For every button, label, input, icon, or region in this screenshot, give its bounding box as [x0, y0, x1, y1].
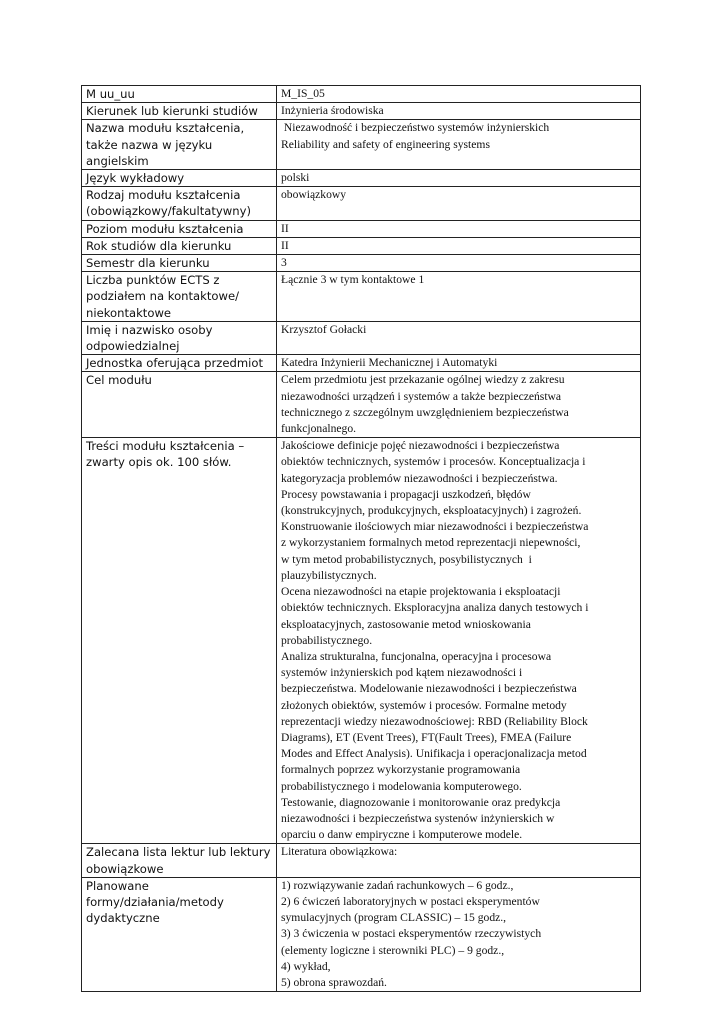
value-line: Diagrams), ET (Event Trees), FT(Fault Trees), FMEA (Failure — [281, 730, 572, 744]
value-line: w tym metod probabilistycznych, posybilistycznych i — [281, 552, 532, 566]
table-row — [82, 355, 641, 372]
value-line: Ocena niezawodności na etapie projektowania i eksploatacji — [281, 585, 561, 599]
value-line: niezawodności urządzeń i systemów a także bezpieczeństwa — [281, 389, 562, 403]
table-row — [82, 255, 641, 272]
value-line: II — [281, 221, 289, 235]
value-line: eksploatacyjnych, zastosowanie metod wnioskowania — [281, 617, 531, 631]
row-label: Planowane formy/działania/metody dydaktyczne — [82, 877, 277, 991]
row-label: Semestr dla kierunku — [82, 255, 277, 272]
table-row — [82, 372, 641, 438]
value-line: symulacyjnych (program CLASSIC) – 15 godz., — [281, 911, 507, 925]
row-value — [277, 844, 641, 877]
table-row — [82, 103, 641, 120]
value-line: Inżynieria środowiska — [281, 104, 384, 118]
value-line: 2) 6 ćwiczeń laboratoryjnych w postaci eksperymentów — [281, 894, 540, 908]
row-label: Zalecana lista lektur lub lektury obowiązkowe — [82, 844, 277, 877]
value-line: obiektów technicznych, systemów i procesów. Konceptualizacja i — [281, 455, 586, 469]
value-line: Krzysztof Gołacki — [281, 322, 367, 336]
value-line: kategoryzacja problemów niezawodności i bezpieczeństwa. — [281, 471, 558, 485]
value-line: probabilistycznego. — [281, 633, 373, 647]
row-value — [277, 120, 641, 170]
value-line: (elementy logiczne i sterowniki PLC) – 9 godz., — [281, 943, 505, 957]
value-line: systemów inżynierskich pod kątem niezawodności i — [281, 666, 523, 680]
row-value — [277, 438, 641, 844]
row-value — [277, 220, 641, 237]
row-label: Rok studiów dla kierunku — [82, 237, 277, 254]
value-line: 5) obrona sprawozdań. — [281, 975, 387, 989]
row-label: Imię i nazwisko osoby odpowiedzialnej — [82, 321, 277, 354]
value-line: obiektów technicznych. Eksploracyjna analiza danych testowych i — [281, 601, 589, 615]
table-row — [82, 237, 641, 254]
row-label: Język wykładowy — [82, 170, 277, 187]
value-line: 1) rozwiązywanie zadań rachunkowych – 6 godz., — [281, 878, 514, 892]
value-line: formalnych poprzez wykorzystanie programowania — [281, 763, 521, 777]
row-value — [277, 877, 641, 991]
row-label: Kierunek lub kierunki studiów — [82, 103, 277, 120]
value-line: Analiza strukturalna, funcjonalna, operacyjna i procesowa — [281, 649, 552, 663]
row-value — [277, 355, 641, 372]
table-row — [82, 120, 641, 170]
table-row — [82, 86, 641, 103]
row-value — [277, 170, 641, 187]
table-row — [82, 187, 641, 220]
value-line: Literatura obowiązkowa: — [281, 845, 398, 859]
table-row — [82, 220, 641, 237]
value-line: z wykorzystaniem formalnych metod reprezentacji niepewności, — [281, 536, 581, 550]
value-line: 3 — [281, 256, 287, 270]
row-label: Jednostka oferująca przedmiot — [82, 355, 277, 372]
module-description-table — [81, 85, 641, 992]
value-line: II — [281, 238, 289, 252]
value-line: funkcjonalnego. — [281, 422, 357, 436]
row-value — [277, 255, 641, 272]
value-line: złożonych obiektów, systemów i procesów. Formalne metody — [281, 698, 567, 712]
value-line: plauzybilistycznych. — [281, 568, 377, 582]
row-label: Rodzaj modułu kształcenia (obowiązkowy/fakultatywny) — [82, 187, 277, 220]
row-label: Treści modułu kształcenia – zwarty opis ok. 100 słów. — [82, 438, 277, 844]
value-line: Reliability and safety of engineering systems — [281, 137, 490, 151]
row-label: Liczba punktów ECTS z podziałem na kontaktowe/ niekontaktowe — [82, 272, 277, 322]
table-row — [82, 170, 641, 187]
value-line: Jakościowe definicje pojęć niezawodności i bezpieczeństwa — [281, 439, 560, 453]
value-line: obowiązkowy — [281, 188, 347, 202]
table-body — [82, 86, 641, 992]
value-line: Konstruowanie ilościowych miar niezawodności i bezpieczeństwa — [281, 520, 589, 534]
value-line: technicznego z szczególnym uwzględnieniem bezpieczeństwa — [281, 405, 569, 419]
table-row — [82, 844, 641, 877]
value-line: Katedra Inżynierii Mechanicznej i Automatyki — [281, 356, 498, 370]
value-line: oparciu o danw empiryczne i komputerowe modele. — [281, 828, 523, 842]
row-value — [277, 86, 641, 103]
value-line: (konstrukcyjnych, produkcyjnych, eksploatacyjnych) i zagrożeń. — [281, 504, 582, 518]
table-row — [82, 321, 641, 354]
row-label: Poziom modułu kształcenia — [82, 220, 277, 237]
table-row — [82, 272, 641, 322]
value-line: Testowanie, diagnozowanie i monitorowanie oraz predykcja — [281, 795, 561, 809]
value-line: bezpieczeństwa. Modelowanie niezawodności i bezpieczeństwa — [281, 682, 577, 696]
value-line: Modes and Effect Analysis). Unifikacja i operacjonalizacja metod — [281, 747, 587, 761]
row-value — [277, 103, 641, 120]
value-line: polski — [281, 171, 310, 185]
row-value — [277, 237, 641, 254]
row-value — [277, 321, 641, 354]
value-line: Procesy powstawania i propagacji uszkodzeń, błędów — [281, 487, 531, 501]
value-line: 4) wykład, — [281, 959, 331, 973]
value-line: Łącznie 3 w tym kontaktowe 1 — [281, 273, 425, 287]
row-value — [277, 272, 641, 322]
value-line: niezawodności i bezpieczeństwa systenów inżynierskich w — [281, 811, 555, 825]
row-label: Nazwa modułu kształcenia, także nazwa w języku angielskim — [82, 120, 277, 170]
value-line: Celem przedmiotu jest przekazanie ogólnej wiedzy z zakresu — [281, 373, 565, 387]
row-label: M uu_uu — [82, 86, 277, 103]
row-value — [277, 372, 641, 438]
value-line: reprezentacji wiedzy niezawodnościowej: RBD (Reliability Block — [281, 714, 588, 728]
row-value — [277, 187, 641, 220]
row-label: Cel modułu — [82, 372, 277, 438]
value-line: Niezawodność i bezpieczeństwo systemów inżynierskich — [281, 121, 550, 135]
value-line: M_IS_05 — [281, 87, 325, 100]
table-row — [82, 877, 641, 991]
value-line: probabilistycznego i modelowania komputerowego. — [281, 779, 522, 793]
value-line: 3) 3 ćwiczenia w postaci eksperymentów rzeczywistych — [281, 927, 542, 941]
table-row — [82, 438, 641, 844]
